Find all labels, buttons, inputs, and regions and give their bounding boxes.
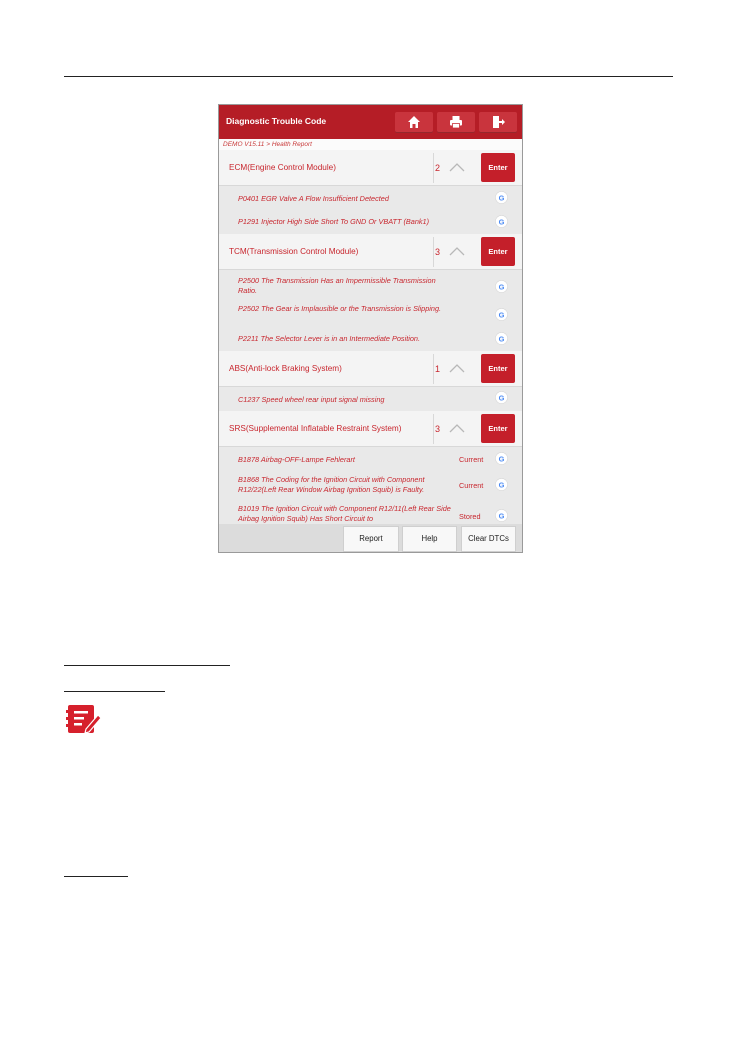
- search-icon[interactable]: [495, 191, 508, 204]
- enter-button[interactable]: Enter: [481, 237, 515, 266]
- divider: [433, 354, 434, 384]
- title-bar: [219, 105, 522, 139]
- chevron-up-icon[interactable]: [449, 363, 465, 373]
- help-button[interactable]: Help: [402, 526, 457, 552]
- print-icon: [449, 115, 463, 129]
- group-name: ECM(Engine Control Module): [229, 163, 336, 172]
- bottom-toolbar: [219, 524, 522, 553]
- group-header-ecm: [219, 150, 522, 186]
- dtc-text: B1878 Airbag-OFF-Lampe Fehlerart: [238, 455, 355, 464]
- group-header-abs: [219, 351, 522, 387]
- dtc-list[interactable]: [219, 150, 522, 524]
- svg-text:G: G: [498, 217, 505, 227]
- svg-text:G: G: [498, 454, 505, 464]
- search-icon[interactable]: [495, 332, 508, 345]
- chevron-up-icon[interactable]: [449, 162, 465, 172]
- dtc-text: P0401 EGR Valve A Flow Insufficient Detected: [238, 194, 389, 203]
- search-icon[interactable]: [495, 280, 508, 293]
- dtc-row[interactable]: [219, 387, 522, 411]
- enter-button[interactable]: Enter: [481, 414, 515, 443]
- exit-icon: [491, 115, 505, 129]
- search-icon[interactable]: [495, 391, 508, 404]
- dtc-count: 2: [435, 163, 441, 173]
- dtc-row[interactable]: [219, 328, 522, 351]
- text-underline: [64, 665, 230, 666]
- svg-text:G: G: [498, 334, 505, 344]
- chevron-up-icon[interactable]: [449, 423, 465, 433]
- diagnostic-screen: [218, 104, 523, 553]
- page-header-rule: [64, 76, 673, 77]
- dtc-count: 1: [435, 364, 441, 374]
- dtc-text: P2500 The Transmission Has an Impermissible Transmission Ratio.: [238, 276, 436, 295]
- group-header-srs: [219, 411, 522, 447]
- search-icon[interactable]: [495, 215, 508, 228]
- dtc-row[interactable]: [219, 447, 522, 469]
- report-button[interactable]: Report: [343, 526, 399, 552]
- dtc-row[interactable]: [219, 210, 522, 234]
- clear-dtcs-button[interactable]: Clear DTCs: [461, 526, 516, 552]
- dtc-row[interactable]: [219, 469, 522, 499]
- dtc-row[interactable]: [219, 300, 522, 328]
- enter-button[interactable]: Enter: [481, 354, 515, 383]
- svg-text:G: G: [498, 310, 505, 320]
- chevron-up-icon[interactable]: [449, 246, 465, 256]
- divider: [433, 414, 434, 444]
- group-name: TCM(Transmission Control Module): [229, 247, 359, 256]
- dtc-text: P2502 The Gear is Implausible or the Transmission is Slipping.: [238, 304, 442, 313]
- dtc-text: B1019 The Ignition Circuit with Component R12/11(Left Rear Side Airbag Ignition Squib) Has Short Circuit to: [238, 504, 451, 523]
- print-button[interactable]: [437, 112, 475, 133]
- breadcrumb: DEMO V15.11 > Health Report: [219, 139, 522, 150]
- svg-text:G: G: [498, 480, 505, 490]
- note-icon: [66, 703, 102, 735]
- enter-button[interactable]: Enter: [481, 153, 515, 182]
- search-icon[interactable]: [495, 452, 508, 465]
- group-header-tcm: [219, 234, 522, 270]
- search-icon[interactable]: [495, 478, 508, 491]
- dtc-text: B1868 The Coding for the Ignition Circuit with Component R12/22(Left Rear Window Airbag Ignition Squib) is Faulty.: [238, 475, 425, 494]
- home-button[interactable]: [395, 112, 433, 133]
- page-title: Diagnostic Trouble Code: [226, 116, 327, 126]
- svg-text:G: G: [498, 393, 505, 403]
- text-underline: [64, 876, 128, 877]
- dtc-row[interactable]: [219, 270, 522, 300]
- text-underline: [64, 691, 165, 692]
- group-name: ABS(Anti-lock Braking System): [229, 364, 342, 373]
- dtc-status: Stored: [459, 512, 481, 521]
- dtc-status: Current: [459, 455, 484, 464]
- dtc-text: P2211 The Selector Lever is in an Intermediate Position.: [238, 334, 420, 343]
- divider: [433, 153, 434, 183]
- dtc-count: 3: [435, 424, 441, 434]
- dtc-status: Current: [459, 481, 484, 490]
- dtc-text: P1291 Injector High Side Short To GND Or VBATT (Bank1): [238, 217, 430, 226]
- group-name: SRS(Supplemental Inflatable Restraint System): [229, 424, 402, 433]
- svg-text:G: G: [498, 511, 505, 521]
- dtc-row[interactable]: [219, 499, 522, 524]
- dtc-row[interactable]: [219, 186, 522, 210]
- svg-text:G: G: [498, 282, 505, 292]
- svg-text:G: G: [498, 193, 505, 203]
- dtc-text: C1237 Speed wheel rear input signal missing: [238, 395, 385, 404]
- divider: [433, 237, 434, 267]
- dtc-count: 3: [435, 247, 441, 257]
- search-icon[interactable]: [495, 308, 508, 321]
- home-icon: [407, 115, 421, 129]
- search-icon[interactable]: [495, 509, 508, 522]
- exit-button[interactable]: [479, 112, 517, 133]
